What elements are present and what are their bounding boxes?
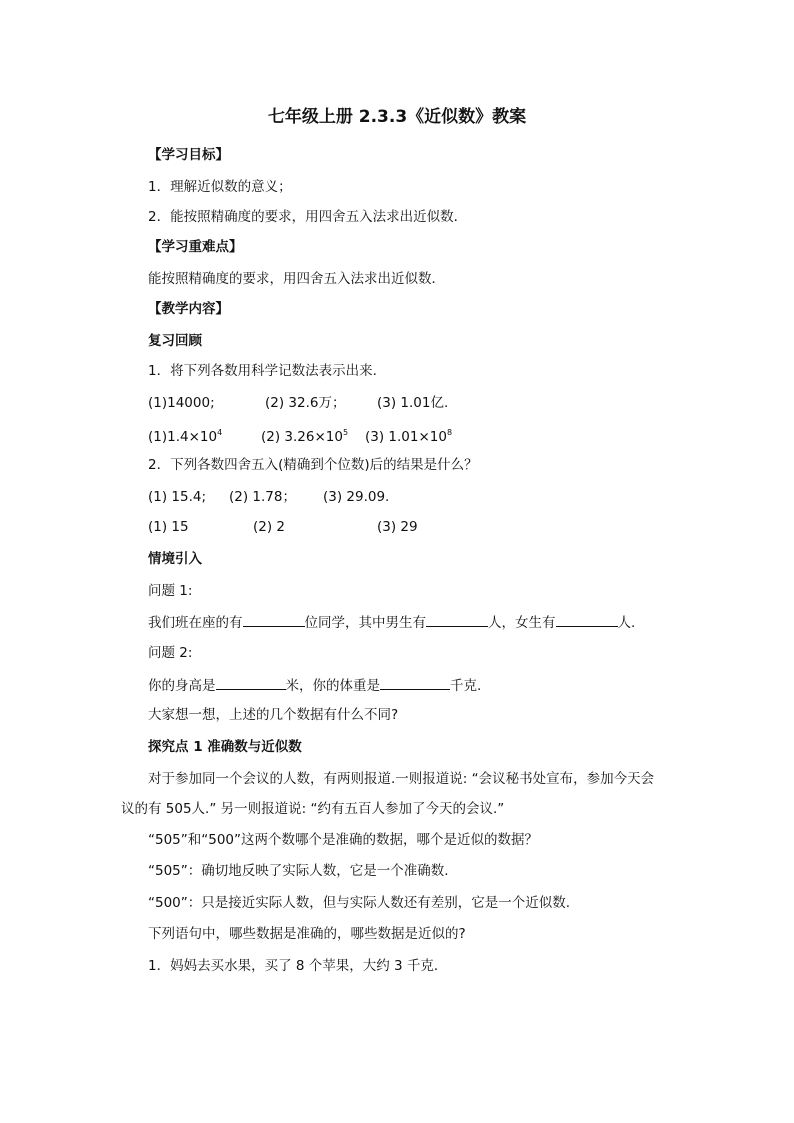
review-q1-item: (1)14000;: [148, 395, 215, 411]
fill-blank: [380, 676, 450, 690]
paragraph-line: 对于参加同一个会议的人数，有两则报道.一则报道说: “会议秘书处宣布，参加今天会: [148, 771, 655, 787]
review-q2-item: (3) 29.09.: [323, 489, 390, 505]
review-q2-answers: [148, 518, 648, 536]
review-q2-item: (1) 15.4;: [148, 489, 207, 505]
problem-2-text: 你的身高是 米，你的体重是 千克.: [148, 678, 482, 694]
review-question-1: 1．将下列各数用科学记数法表示出来.: [148, 363, 377, 379]
fill-blank: [216, 676, 286, 690]
review-q1-items: [148, 394, 648, 412]
review-q1-answers: [148, 424, 648, 445]
objective-item: 2．能按照精确度的要求，用四舍五入法求出近似数．: [148, 209, 468, 225]
content-heading: 【教学内容】: [148, 301, 229, 317]
page-title: 七年级上册 2.3.3《近似数》教案: [267, 107, 527, 127]
paragraph-line: 议的有 505人.” 另一则报道说: “约有五百人参加了今天的会议.”: [121, 801, 505, 817]
review-heading: 复习回顾: [148, 333, 202, 349]
problem-1-label: 问题 1:: [148, 583, 193, 599]
exercise-intro: 下列语句中，哪些数据是准确的，哪些数据是近似的?: [148, 926, 466, 942]
review-q2-answer: (2) 2: [253, 519, 286, 535]
fill-blank: [556, 613, 618, 627]
review-q1-answer: (3) $1.01\times 10^8$: [365, 428, 453, 445]
review-q1-item: (3) 1.01亿.: [377, 395, 449, 411]
think-prompt: 大家想一想，上述的几个数据有什么不同?: [148, 707, 399, 723]
review-q1-answer: $(1)1.4\times 10^4$: [148, 428, 223, 445]
key-points-heading: 【学习重难点】: [148, 239, 243, 255]
review-q2-answer: (3) 29: [377, 519, 418, 535]
review-question-2: 2．下列各数四舍五入(精确到个位数)后的结果是什么？: [148, 457, 478, 473]
scenario-heading: 情境引入: [148, 551, 202, 567]
objective-item: 1．理解近似数的意义；: [148, 179, 292, 195]
review-q2-item: (2) 1.78；: [229, 489, 296, 505]
review-q2-answer: (1) 15: [148, 519, 189, 535]
problem-2-label: 问题 2:: [148, 645, 193, 661]
review-q2-items: [148, 488, 648, 506]
fill-blank: [426, 613, 488, 627]
answer-505: “505”：确切地反映了实际人数，它是一个准确数.: [148, 863, 449, 879]
explore-heading: 探究点 1 准确数与近似数: [148, 739, 302, 755]
review-q1-answer: (2) $3.26\times 10^5$: [261, 428, 349, 445]
objectives-heading: 【学习目标】: [148, 147, 229, 163]
exercise-item: 1．妈妈去买水果，买了 8 个苹果，大约 3 千克．: [148, 958, 448, 974]
key-points-text: 能按照精确度的要求，用四舍五入法求出近似数．: [148, 271, 445, 287]
review-q1-item: (2) 32.6万；: [265, 395, 346, 411]
fill-blank: [243, 613, 305, 627]
question-505-500: “505”和“500”这两个数哪个是准确的数据，哪个是近似的数据？: [148, 832, 539, 848]
answer-500: “500”：只是接近实际人数，但与实际人数还有差别，它是一个近似数.: [148, 895, 571, 911]
problem-1-text: 我们班在座的有 位同学，其中男生有 人，女生有 人.: [148, 615, 636, 631]
